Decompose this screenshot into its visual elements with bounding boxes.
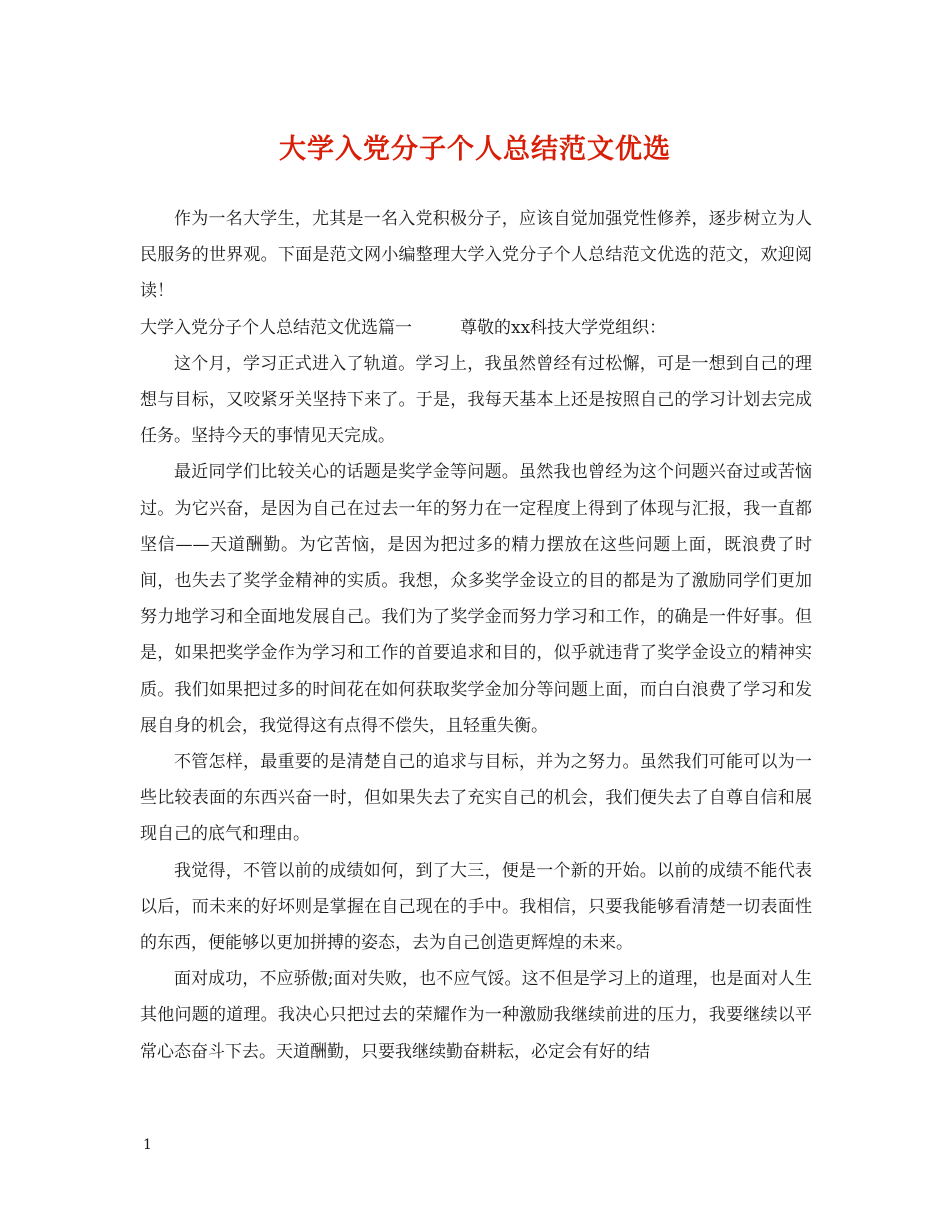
- document-title: 大学入党分子个人总结范文优选: [279, 134, 671, 165]
- section-heading: 大学入党分子个人总结范文优选篇一: [140, 317, 412, 338]
- document-body: [140, 201, 812, 1070]
- body-paragraph-2: 最近同学们比较关心的话题是奖学金等问题。虽然我也曾经为这个问题兴奋过或苦恼过。为它兴奋，是因为自己在过去一年的努力在一定程度上得到了体现与汇报，我一直都坚信——天道酬勤。为它苦恼，是因为把过多的精力摆放在这些问题上面，既浪费了时间，也失去了奖学金精神的实质。我想，众多奖学金设立的目的都是为了激励同学们更加努力地学习和全面地发展自己。我们为了奖学金而努力学习和工作，的确是一件好事。但是，如果把奖学金作为学习和工作的首要追求和目的，似乎就违背了奖学金设立的精神实质。我们如果把过多的时间花在如何获取奖学金加分等问题上面，而白白浪费了学习和发展自身的机会，我觉得这有点得不偿失，且轻重失衡。: [140, 462, 812, 736]
- body-paragraph-4: 我觉得，不管以前的成绩如何，到了大三，便是一个新的开始。以前的成绩不能代表以后，而未来的好坏则是掌握在自己现在的手中。我相信，只要我能够看清楚一切表面性的东西，便能够以更加拼搏的姿态，去为自己创造更辉煌的未来。: [140, 860, 812, 954]
- page-number: 1: [143, 1137, 152, 1153]
- body-paragraph-5: 面对成功，不应骄傲;面对失败，也不应气馁。这不但是学习上的道理，也是面对人生其他问题的道理。我决心只把过去的荣耀作为一种激励我继续前进的压力，我要继续以平常心态奋斗下去。天道酬勤，只要我继续勤奋耕耘，必定会有好的结: [140, 969, 812, 1062]
- salutation: 尊敬的xx科技大学党组织：: [460, 317, 667, 338]
- section-heading-line: [140, 310, 812, 346]
- intro-paragraph: 作为一名大学生，尤其是一名入党积极分子，应该自觉加强党性修养，逐步树立为人民服务的世界观。下面是范文网小编整理大学入党分子个人总结范文优选的范文，欢迎阅读！: [140, 209, 812, 302]
- body-paragraph-1: 这个月，学习正式进入了轨道。学习上，我虽然曾经有过松懈，可是一想到自己的理想与目标，又咬紧牙关坚持下来了。于是，我每天基本上还是按照自己的学习计划去完成任务。坚持今天的事情见天完成。: [140, 353, 812, 447]
- body-paragraph-3: 不管怎样，最重要的是清楚自己的追求与目标，并为之努力。虽然我们可能可以为一些比较表面的东西兴奋一时，但如果失去了充实自己的机会，我们便失去了自尊自信和展现自己的底气和理由。: [140, 752, 812, 845]
